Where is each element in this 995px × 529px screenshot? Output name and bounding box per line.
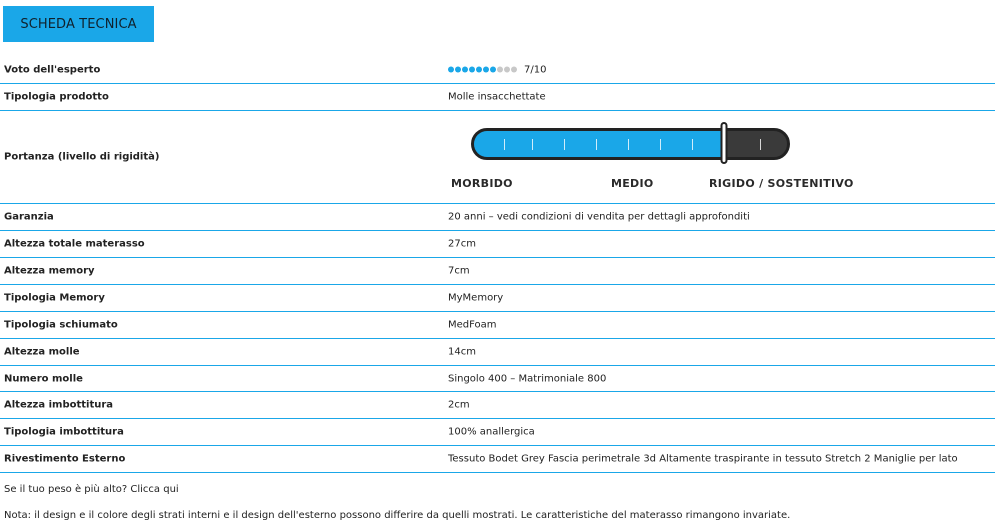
- firmness-tick: [760, 139, 761, 150]
- rating-dot-filled: [476, 67, 482, 73]
- firmness-label: Portanza (livello di rigidità): [4, 151, 160, 163]
- row-value: Tessuto Bodet Grey Fascia perimetrale 3d Altamente traspirante in tessuto Stretch 2 Maniglie per lato: [448, 453, 958, 465]
- row-value: 100% anallergica: [448, 426, 535, 438]
- row-value: 27cm: [448, 238, 476, 250]
- row-value: Singolo 400 – Matrimoniale 800: [448, 373, 607, 384]
- row-value: 2cm: [448, 399, 470, 411]
- table-row: [0, 204, 995, 231]
- rating-dot-filled: [448, 67, 454, 73]
- weight-link[interactable]: Se il tuo peso è più alto? Clicca qui: [4, 484, 179, 495]
- row-label: Tipologia schiumato: [4, 319, 118, 331]
- row-label: Rivestimento Esterno: [4, 453, 126, 465]
- firmness-tick: [564, 139, 565, 150]
- rating-dot-empty: [497, 67, 503, 73]
- firmness-bar: [471, 128, 790, 160]
- row-label: Garanzia: [4, 211, 54, 223]
- scheda-tecnica-tab[interactable]: SCHEDA TECNICA: [3, 6, 154, 42]
- firmness-tick: [596, 139, 597, 150]
- row-label: Altezza imbottitura: [4, 399, 114, 411]
- firmness-tick: [532, 139, 533, 150]
- row-label: Tipologia imbottitura: [4, 426, 124, 438]
- firmness-gauge: [445, 119, 855, 199]
- firmness-fill: [474, 131, 724, 157]
- row-value: Molle insacchettate: [448, 91, 546, 103]
- design-note: Nota: il design e il colore degli strati interni e il design dell'esterno possono differire da quelli mostrati. Le caratteristiche del materasso rimangono invariate.: [4, 510, 791, 521]
- table-row-rating: [0, 56, 995, 84]
- table-row: [0, 339, 995, 366]
- spec-table: [0, 56, 995, 473]
- rating-dot-filled: [483, 67, 489, 73]
- firmness-tick: [660, 139, 661, 150]
- table-row-firmness: [0, 111, 995, 204]
- table-row: [0, 419, 995, 446]
- rating-label: Voto dell'esperto: [4, 64, 101, 75]
- row-value: MyMemory: [448, 292, 504, 304]
- firmness-tick: [692, 139, 693, 150]
- table-row: [0, 392, 995, 419]
- rating-text: 7/10: [524, 64, 547, 75]
- table-row: [0, 366, 995, 392]
- rating-dot-filled: [469, 67, 475, 73]
- row-value: MedFoam: [448, 319, 497, 331]
- rating-dots: [448, 67, 517, 73]
- table-row: [0, 285, 995, 312]
- rating-dot-empty: [511, 67, 517, 73]
- row-label: Altezza memory: [4, 265, 95, 277]
- firmness-label-soft: MORBIDO: [451, 177, 513, 190]
- rating-dot-empty: [504, 67, 510, 73]
- table-row: [0, 258, 995, 285]
- table-row: [0, 84, 995, 111]
- firmness-label-medium: MEDIO: [611, 177, 654, 190]
- row-label: Tipologia Memory: [4, 292, 105, 304]
- table-row: [0, 446, 995, 473]
- firmness-tick: [628, 139, 629, 150]
- row-label: Tipologia prodotto: [4, 91, 109, 103]
- row-value: 20 anni – vedi condizioni di vendita per dettagli approfonditi: [448, 211, 750, 223]
- row-label: Altezza totale materasso: [4, 238, 145, 250]
- table-row: [0, 231, 995, 258]
- row-value: 7cm: [448, 265, 470, 277]
- rating-value: [448, 64, 546, 75]
- rating-dot-filled: [462, 67, 468, 73]
- row-label: Numero molle: [4, 373, 83, 384]
- rating-dot-filled: [455, 67, 461, 73]
- table-row: [0, 312, 995, 339]
- rating-dot-filled: [490, 67, 496, 73]
- row-label: Altezza molle: [4, 346, 80, 358]
- firmness-marker: [721, 122, 728, 164]
- firmness-label-firm: RIGIDO / SOSTENITIVO: [709, 177, 854, 190]
- firmness-tick: [504, 139, 505, 150]
- row-value: 14cm: [448, 346, 476, 358]
